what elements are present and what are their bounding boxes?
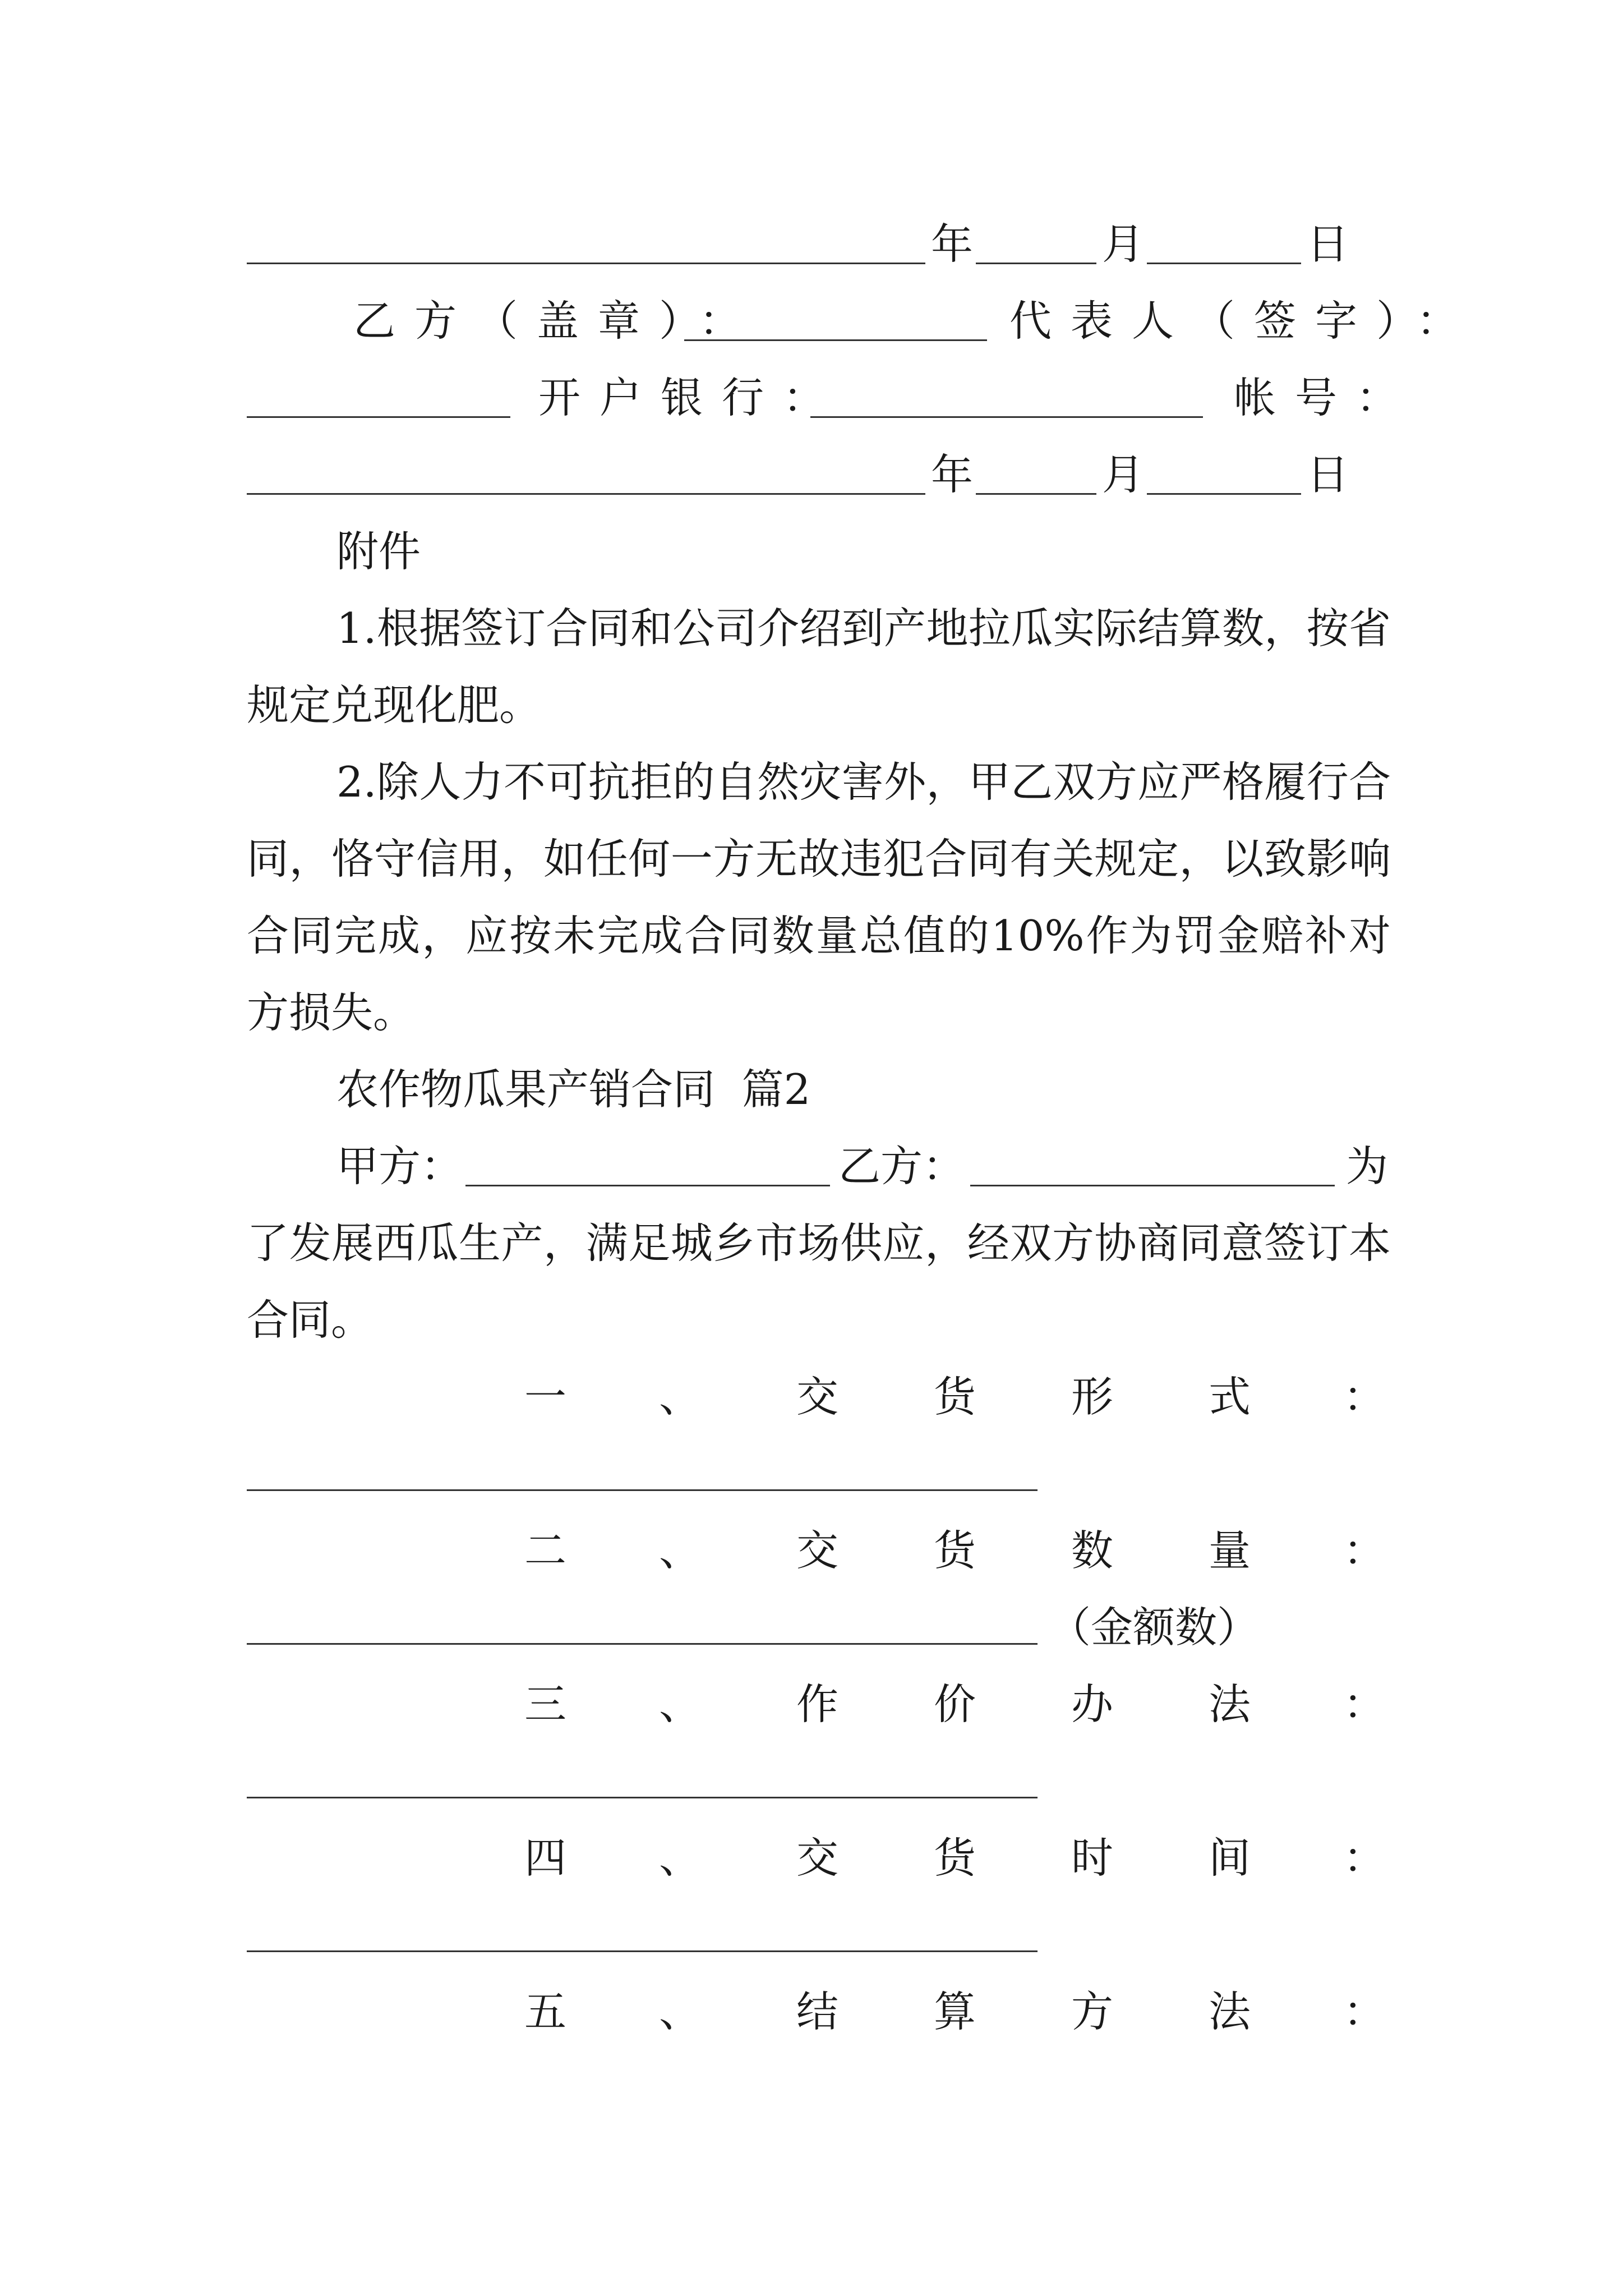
item-char: 三 [524,1680,567,1729]
intro-start: 为 [1346,1142,1389,1191]
item-char: 、 [659,1372,702,1421]
item-char: 时 [1071,1833,1114,1883]
item-char: 四 [524,1833,567,1883]
intro-paragraph: 了发展西瓜生产，满足城乡市场供应，经双方协商同意签订本合同。 [247,1218,1391,1345]
item-char: 价 [934,1680,976,1729]
item-char: 五 [524,1987,567,2036]
month-label: 月 [1102,219,1145,269]
blank-line [247,263,925,264]
item-char: 量 [1209,1526,1251,1575]
month-label: 月 [1102,450,1145,499]
item-char: ： [1343,1372,1386,1421]
item-char: 二 [524,1526,567,1575]
item-char: 一 [524,1372,567,1421]
item-char: 、 [659,1680,702,1729]
blank-line [247,493,925,495]
item-char: 、 [659,1526,702,1575]
party-a-label: 甲方： [336,1142,463,1191]
item-char: 数 [1071,1526,1114,1575]
item-char: 方 [1071,1987,1114,2036]
blank-line [247,1489,1038,1491]
blank-line [976,263,1096,264]
item-char: 交 [796,1833,839,1883]
attachment-title: 附件 [336,527,421,576]
item-char: 办 [1071,1680,1114,1729]
blank-line [976,493,1096,495]
item-char: 货 [934,1833,976,1883]
item-char: 结 [796,1987,839,2036]
blank-line [465,1185,830,1186]
item-char: ： [1343,1833,1386,1883]
blank-line [684,339,987,341]
item-char: 、 [659,1833,702,1883]
blank-line [970,1185,1335,1186]
amount-note: （金额数） [1049,1603,1260,1652]
item-char: 交 [796,1372,839,1421]
blank-line [247,1797,1038,1798]
representative-label: 代表人（签字）： [1009,296,1478,346]
day-label: 日 [1307,219,1349,269]
party-b-seal-label: 乙方（盖章）： [353,296,760,346]
year-label: 年 [931,219,974,269]
item-char: 形 [1071,1372,1114,1421]
item-char: 交 [796,1526,839,1575]
item-char: 作 [796,1680,839,1729]
bank-label: 开户银行： [538,373,845,422]
party-b-label: 乙方： [838,1142,965,1191]
blank-line [247,416,510,418]
item-char: 法 [1209,1680,1251,1729]
day-label: 日 [1307,450,1349,499]
item-char: 算 [934,1987,976,2036]
item-char: ： [1343,1526,1386,1575]
account-label: 帐号： [1234,373,1418,422]
year-label: 年 [931,450,974,499]
blank-line [247,1643,1038,1645]
item-char: 货 [934,1526,976,1575]
item-char: 式 [1209,1372,1251,1421]
section-title: 农作物瓜果产销合同 篇2 [336,1065,811,1114]
item-char: 货 [934,1372,976,1421]
blank-line [1147,263,1301,264]
item-char: ： [1343,1987,1386,2036]
item-char: 间 [1209,1833,1251,1883]
clause-2: 2.除人力不可抗拒的自然灾害外，甲乙双方应严格履行合同，恪守信用，如任何一方无故违犯合同有关规定，以致影响合同完成，应按未完成合同数量总值的10%作为罚金赔补对方损失。 [247,757,1391,1037]
blank-line [247,1950,1038,1952]
blank-line [1147,493,1301,495]
item-char: 、 [659,1987,702,2036]
item-char: 法 [1209,1987,1251,2036]
clause-1: 1.根据签订合同和公司介绍到产地拉瓜实际结算数，按省规定兑现化肥。 [247,604,1391,730]
blank-line [810,416,1203,418]
item-char: ： [1343,1680,1386,1729]
